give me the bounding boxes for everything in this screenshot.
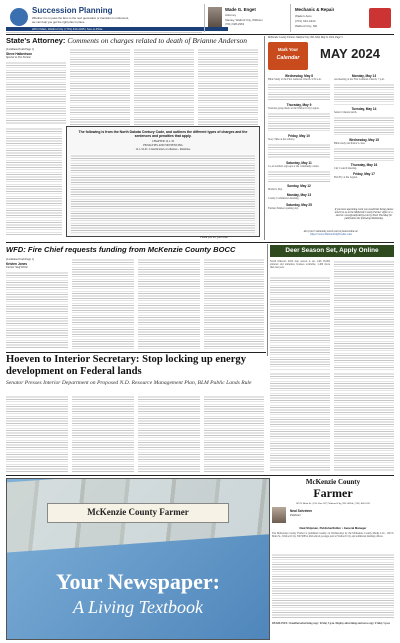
calendar-right-column — [334, 74, 394, 206]
states-attorney-byline: Steve Halbertson — [6, 52, 33, 56]
hoeven-column-4 — [204, 395, 264, 472]
calendar-entry-text: Bible study and Pastor's class. — [334, 142, 366, 146]
succession-line2: we can help you get the right plan in place. — [32, 20, 86, 24]
calendar-left-entry — [268, 203, 330, 210]
states-attorney-kicker: (Continued from Page 1) — [6, 48, 34, 51]
lawyer-ad — [204, 4, 289, 32]
lawyer-photo — [208, 7, 222, 27]
calendar-masthead: McKenzie County Farmer, Watford City, ND, Wed, May 8, 2024, Page 3 — [268, 36, 343, 39]
deer-season-lead — [270, 260, 330, 269]
statute-box-chapter: CHAPTER 12.1-32 — [151, 140, 175, 143]
section-rule-2 — [6, 352, 266, 353]
deer-column-4 — [334, 372, 394, 472]
publisher-photo — [272, 507, 286, 523]
calendar-badge-top: Mark Your — [277, 47, 299, 52]
states-attorney-lower-left — [6, 127, 62, 235]
lawyer-name: Wade G. Enget — [225, 7, 256, 12]
hoeven-column-1 — [6, 395, 68, 472]
calendar-left-entry — [268, 103, 330, 110]
calendar-entry-date: Friday, May 10 — [288, 134, 310, 139]
publisher-fine-print — [272, 553, 394, 619]
calendar-events-link[interactable]: https://www.WatfordCityEvents.com — [310, 233, 352, 236]
calendar-entry-text: AA meeting at the First Lutheran Church, 7 p.m. — [334, 78, 385, 81]
publisher-body: The McKenzie County Farmer is published weekly on Wednesdays by the McKenzie County Media LLC, 109 N. Main St., Watford City, ND 58854. Periodicals postage paid at Watford City and additional mailing offices. — [272, 532, 394, 539]
service-ad-line-3: Watford City, ND — [295, 24, 318, 28]
hoeven-column-2 — [72, 395, 134, 472]
calendar-entry-text: Senior Citizens lunch. — [334, 111, 357, 115]
calendar-entry-filler — [268, 112, 330, 132]
publisher-deadlines: DEADLINES: Classified advertising copy: Friday 5 p.m. Display advertising and news copy: Friday 5 p.m. — [272, 622, 391, 625]
states-attorney-headline — [6, 36, 268, 45]
statute-box-title: The following is from the North Dakota Century Code, and outlines the different types of charges and the sentences and penalties that apply. — [78, 130, 248, 138]
calendar-badge-bottom: Calendar — [276, 55, 300, 61]
service-ad-line-1: Wade's Auto — [295, 14, 312, 18]
calendar-entry-text: Co-ed softball, sign-ups at the community center. — [268, 165, 320, 169]
statute-box-section: 12.1-32-01. Classification of offenses - Penalties. — [135, 148, 191, 151]
calendar-entry-date: Monday, May 13 — [351, 74, 377, 78]
states-attorney-signoff: Thank you for your time. — [200, 236, 229, 239]
lawyer-line-1: Stanley, Watford City, Williston — [225, 18, 263, 22]
deer-column-3 — [270, 372, 330, 472]
service-ad-line-2: (701) 444-4444 — [295, 19, 316, 23]
lawyer-title: Attorney — [225, 13, 237, 17]
states-attorney-column-1 — [6, 61, 66, 125]
calendar-entry-date: Saturday, May 25 — [286, 202, 312, 207]
calendar-entry-date: Thursday, May 9 — [286, 103, 312, 108]
calendar-entry-filler — [268, 143, 330, 159]
calendar-entry-text: Farmers Market opening day. — [268, 206, 299, 210]
calendar-badge — [268, 42, 308, 70]
column-divider — [267, 244, 268, 356]
calendar-entry-filler — [334, 116, 394, 136]
wfd-column-3 — [138, 258, 200, 349]
ad-line-1: Your Newspaper: — [56, 569, 220, 594]
publisher-names: Neal Shipman, Publisher/Editor • General Manager — [299, 526, 367, 530]
calendar-left-entry — [268, 134, 330, 141]
wfd-column-2 — [72, 258, 134, 349]
calendar-footer-online — [268, 230, 394, 236]
calendar-footer-online-text: All of our Community events can be found online at: — [303, 230, 359, 233]
calendar-entry-filler — [334, 147, 394, 161]
ad-masthead: McKenzie County Farmer — [87, 507, 189, 517]
top-rule — [6, 34, 394, 35]
deer-season-lead-text: North Dakota's 2024 deer season is set, with 58,000 antlered and antlerless licenses available, 1,400 more than last year. — [270, 260, 330, 270]
states-attorney-headline-lead: State's Attorney: — [6, 36, 66, 45]
succession-line1: Whether it is to pass the farm to the next generation or transition to retirement, — [32, 16, 129, 20]
calendar-left-column — [268, 74, 330, 228]
calendar-footer-text: If you have upcoming event you would like listed, please send it to us at the McKenzie County Farmer office or e-mail to: news@watfordcity.com by Noon Thursday for publication the following Wednesday. — [334, 208, 394, 221]
succession-planning-ad — [6, 4, 202, 33]
calendar-entry-text: Veterans group meets at the Watford City Legion. — [268, 107, 320, 111]
wfd-byline-note: Farmer Staff Writer — [6, 266, 29, 269]
calendar-entry-text: Story Time at the Library. — [268, 138, 295, 142]
calendar-left-entry — [268, 193, 330, 200]
ad-masthead-strip — [47, 503, 229, 523]
calendar-entry-text: City Council meeting. — [334, 167, 357, 171]
calendar-right-entry — [334, 138, 394, 145]
calendar-entry-date: Tuesday, May 14 — [351, 107, 377, 112]
calendar-entry-date: Thursday, May 16 — [350, 163, 378, 168]
succession-icon — [10, 8, 28, 26]
column-divider — [264, 36, 265, 240]
wfd-column-1 — [6, 271, 68, 349]
living-textbook-ad — [6, 478, 270, 640]
service-ad-logo-icon — [369, 8, 391, 28]
service-ad-name: Mechanic & Repair — [295, 7, 335, 12]
deer-season-banner — [270, 245, 394, 257]
deer-column-2 — [334, 260, 394, 370]
publisher-masthead-top: McKenzie County — [305, 478, 361, 486]
deer-column-1 — [270, 276, 330, 370]
calendar-entry-text: Bible Study at the First Lutheran Church, 9:30 a.m. — [268, 78, 322, 81]
calendar-title: MAY 2024 — [320, 46, 380, 61]
hoeven-column-3 — [138, 395, 200, 472]
calendar-right-entry — [334, 74, 394, 81]
ad-line-2: A Living Textbook — [73, 597, 203, 617]
statute-box-body — [71, 154, 255, 233]
wfd-headline: WFD: Fire Chief requests funding from McKenzie County BOCC — [6, 245, 236, 254]
calendar-entry-filler — [268, 83, 330, 101]
calendar-entry-date: Monday, May 13 — [286, 193, 312, 198]
hoeven-headline: Hoeven to Interior Secretary: Stop locking up energy development on Federal lands — [6, 354, 246, 377]
calendar-left-entry — [268, 74, 330, 81]
states-attorney-column-4 — [134, 48, 194, 125]
calendar-left-entry — [268, 184, 330, 191]
calendar-entry-date: Saturday, May 11 — [286, 161, 312, 166]
states-attorney-column-5 — [198, 48, 258, 125]
calendar-entry-date: Wednesday, May 8 — [284, 74, 314, 78]
statute-box — [66, 126, 260, 237]
section-rule-1 — [6, 242, 394, 243]
calendar-entry-date: Wednesday, May 15 — [349, 138, 379, 143]
calendar-entry-date: Sunday, May 12 — [287, 184, 311, 189]
calendar-entry-text: Mother's Day. — [268, 188, 283, 192]
section-rule-3 — [6, 475, 394, 476]
calendar-entry-text: Fish Fry at the Legion. — [334, 176, 358, 180]
publisher-editor-title: Publisher — [290, 514, 301, 517]
calendar-entry-date: Friday, May 17 — [353, 172, 375, 177]
calendar-entry-text: County Commission meeting. — [268, 197, 300, 201]
hoeven-subhead: Senator Presses Interior Department on Proposed N.D. Resource Management Plan, BLM Public Lands Rule — [6, 380, 252, 386]
calendar-right-entry — [334, 172, 394, 179]
wfd-byline: Kristen Jones — [6, 262, 28, 266]
states-attorney-byline-note: Special to The Farmer — [6, 56, 32, 59]
wfd-column-4 — [204, 258, 264, 349]
succession-title: Succession Planning — [32, 6, 113, 15]
publisher-address: 109 N. Main St. | P.O. Box 587 | Watford City, ND 58854 | (701) 842-2351 — [295, 502, 371, 505]
calendar-right-entry — [334, 163, 394, 170]
lawyer-line-2: (701) 628-2963 — [225, 22, 245, 26]
statute-box-penalties: PENALTIES AND SENTENCING — [143, 144, 183, 147]
calendar-right-entry — [334, 107, 394, 114]
deer-season-headline: Deer Season Set, Apply Online — [285, 247, 379, 254]
states-attorney-column-3 — [70, 48, 130, 125]
publisher-editor: Neal Schreiner — [290, 509, 313, 513]
service-ad — [290, 4, 395, 32]
succession-address: 209 N Main, Watford City | (701) 444-2345 | Sun-Li-Pride — [6, 27, 228, 31]
publisher-masthead-bottom: Farmer — [313, 486, 353, 500]
calendar-left-entry — [268, 161, 330, 168]
states-attorney-subhead: Comments on charges related to death of Brianne Anderson — [67, 36, 248, 45]
publisher-masthead — [272, 478, 394, 500]
wfd-kicker: (Continued from Page 1) — [6, 258, 34, 261]
calendar-entry-filler — [268, 170, 330, 182]
calendar-entry-filler — [334, 83, 394, 105]
